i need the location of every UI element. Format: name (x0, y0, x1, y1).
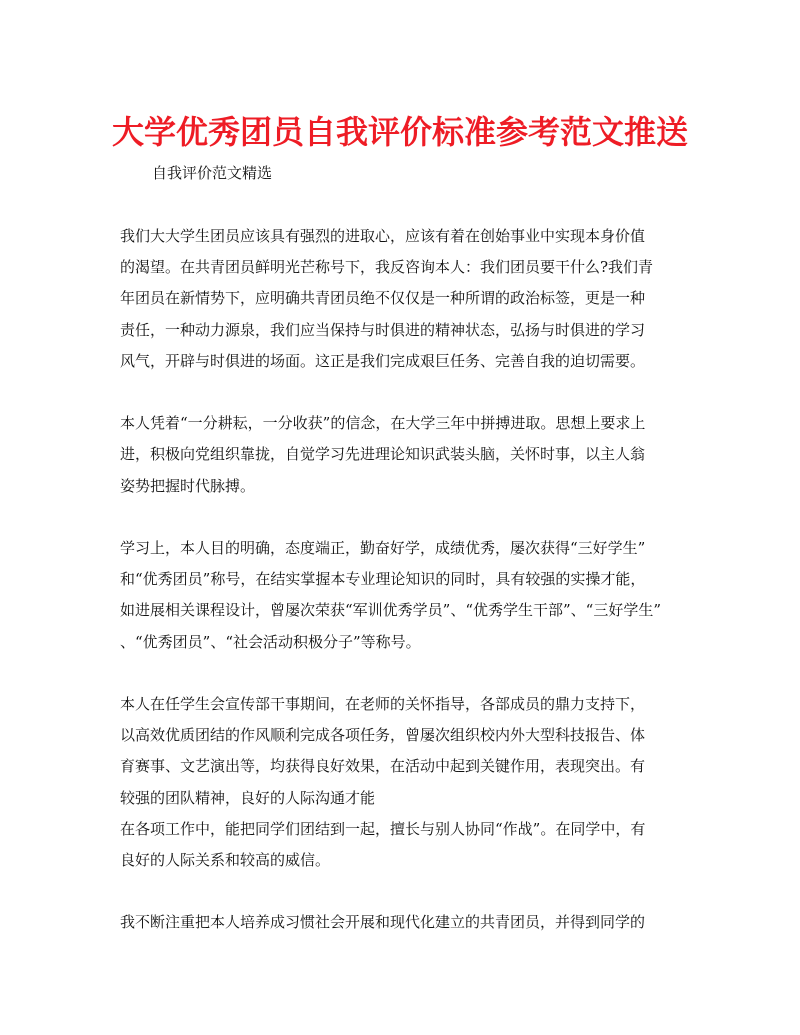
paragraph (120, 689, 685, 876)
paragraph-gap (120, 658, 685, 689)
paragraph-gap (120, 502, 685, 533)
paragraph-line: 年团员在新情势下，应明确共青团员绝不仅仅是一种所谓的政治标签，更是一种 (120, 289, 646, 308)
paragraph (120, 907, 685, 938)
paragraph-line: 责任，一种动力源泉，我们应当保持与时俱进的精神状态，弘扬与时俱进的学习 (120, 320, 646, 339)
paragraph-gap (120, 377, 685, 408)
paragraph-line: 本人凭着“一分耕耘，一分收获”的信念，在大学三年中拼搏进取。思想上要求上 (120, 414, 646, 433)
paragraph-line: 在各项工作中，能把同学们团结到一起，擅长与别人协同“作战”。在同学中，有 (120, 819, 646, 838)
paragraph-line: 育赛事、文艺演出等，均获得良好效果，在活动中起到关键作用，表现突出。有 (120, 757, 646, 776)
document-body (120, 221, 685, 939)
paragraph-line: 学习上，本人目的明确，态度端正，勤奋好学，成绩优秀，屡次获得“三好学生” (120, 539, 646, 557)
paragraph-line: 较强的团队精神，良好的人际沟通才能 (120, 788, 376, 807)
paragraph-line: 进，积极向党组织靠拢，自觉学习先进理论知识武装头脑，关怀时事，以主人翁 (120, 445, 646, 464)
paragraph (120, 221, 685, 377)
paragraph (120, 408, 685, 502)
document-subtitle: 自我评价范文精选 (152, 164, 273, 182)
paragraph-line: 和“优秀团员”称号，在结实掌握本专业理论知识的同时，具有较强的实操才能， (120, 570, 646, 589)
paragraph-line: 本人在任学生会宣传部干事期间，在老师的关怀指导，各部成员的鼎力支持下， (120, 695, 646, 713)
paragraph-line: 风气，开辟与时俱进的场面。这正是我们完成艰巨任务、完善自我的迫切需要。 (120, 351, 646, 370)
paragraph-line: 以高效优质团结的作风顺利完成各项任务，曾屡次组织校内外大型科技报告、体 (120, 726, 646, 745)
paragraph-gap (120, 876, 685, 907)
paragraph (120, 533, 685, 658)
document-title: 大学优秀团员自我评价标准参考范文推送 (111, 113, 688, 151)
paragraph-line: 我不断注重把本人培养成习惯社会开展和现代化建立的共青团员，并得到同学的 (120, 913, 646, 932)
paragraph-line: 我们大大学生团员应该具有强烈的进取心，应该有着在创始事业中实现本身价值 (120, 227, 646, 245)
paragraph-line: 姿势把握时代脉搏。 (120, 476, 256, 495)
paragraph-line: 如进展相关课程设计，曾屡次荣获“军训优秀学员”、“优秀学生干部”、“三好学生” (120, 601, 662, 620)
paragraph-line: 、“优秀团员”、“社会活动积极分子”等称号。 (120, 632, 421, 651)
paragraph-line: 良好的人际关系和较高的威信。 (120, 851, 331, 870)
paragraph-line: 的渴望。在共青团员鲜明光芒称号下，我反咨询本人：我们团员要干什么?我们青 (120, 258, 654, 277)
